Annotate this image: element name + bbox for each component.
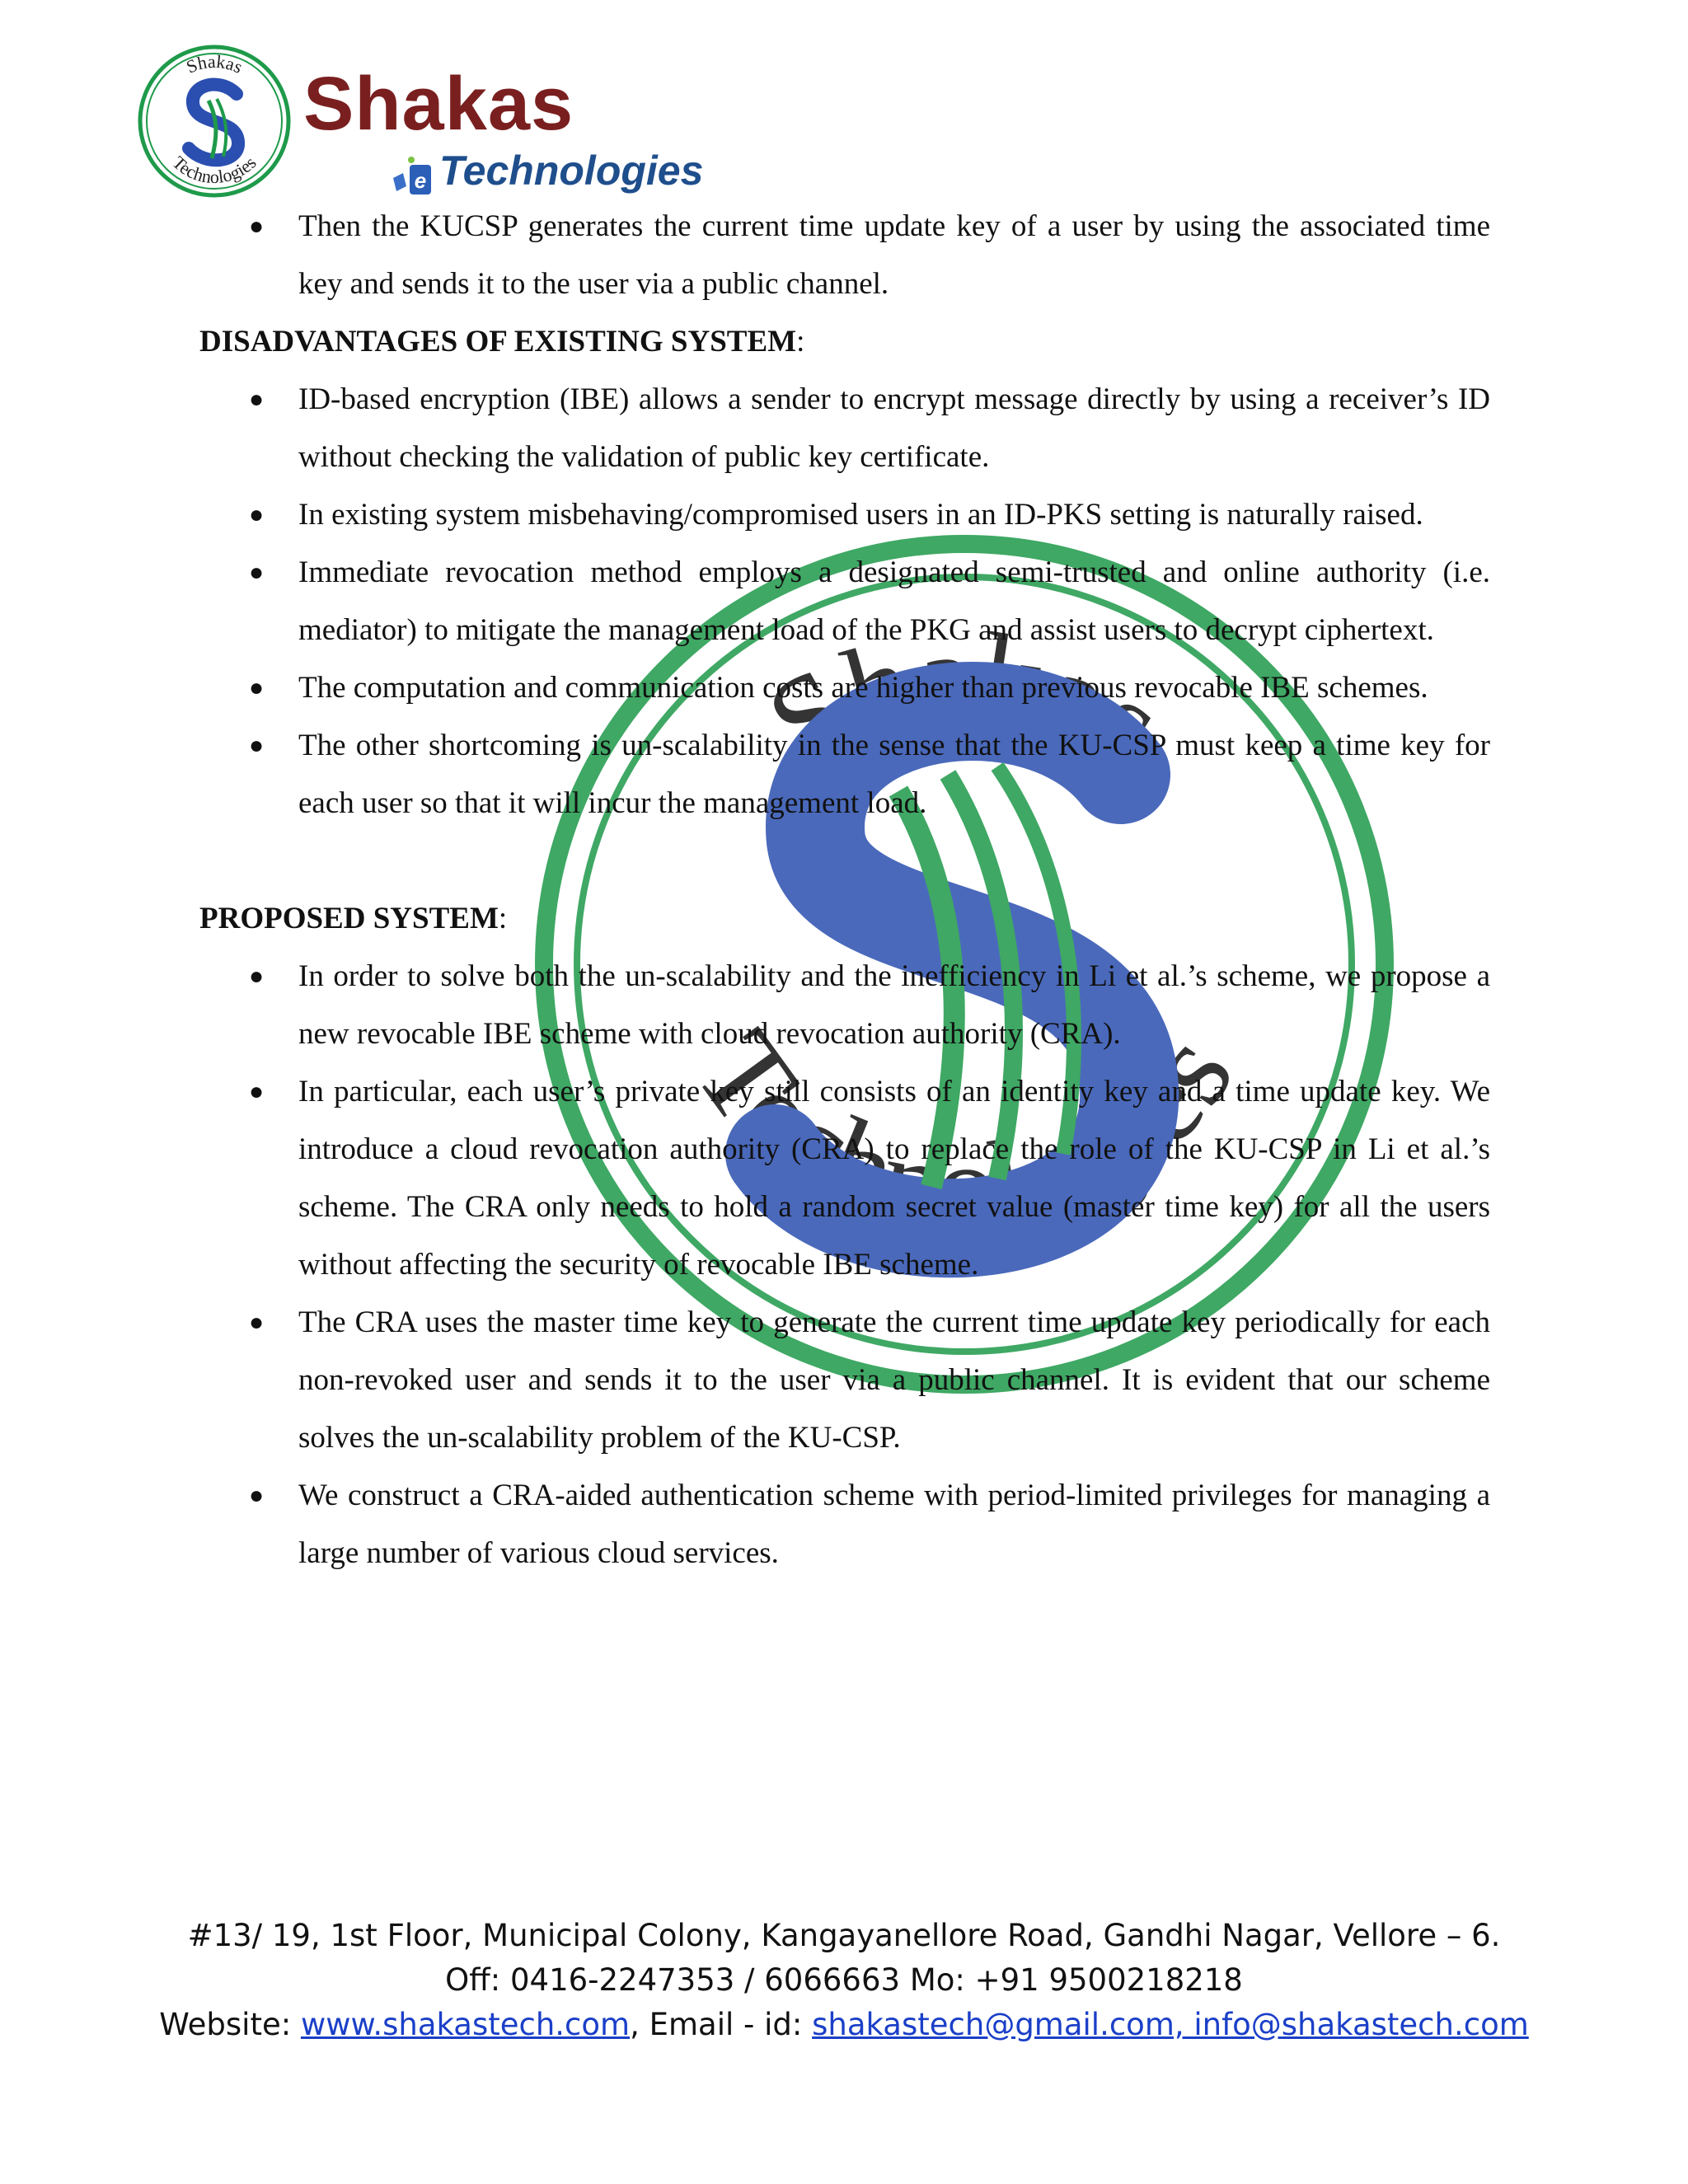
document-body xyxy=(199,198,1490,1582)
bullet-text: ID-based encryption (IBE) allows a sender to encrypt message directly by using a receiver’s ID without checking the validation of public key certificate. xyxy=(298,382,1490,474)
svg-text:Shakas xyxy=(183,51,246,77)
bullet-icon: ● xyxy=(249,386,265,413)
brand-name: Shakas xyxy=(303,62,574,146)
website-label: Website: xyxy=(159,2007,301,2042)
bullet-icon: ● xyxy=(249,1309,265,1336)
section-spacer xyxy=(199,832,1490,890)
header-logo xyxy=(136,43,704,201)
bullet-text: We construct a CRA-aided authentication scheme with period-limited privileges for managing a large number of various cloud services. xyxy=(298,1479,1490,1570)
list-item xyxy=(199,198,1490,313)
watermark-bottom-text: Technologies xyxy=(668,1007,1259,1256)
disadvantages-list xyxy=(199,371,1490,832)
intro-bullet-list xyxy=(199,198,1490,313)
list-item xyxy=(199,486,1490,544)
list-item xyxy=(199,1063,1490,1294)
list-item xyxy=(199,948,1490,1063)
heading-text: DISADVANTAGES OF EXISTING SYSTEM xyxy=(199,325,797,359)
bullet-icon: ● xyxy=(249,1078,265,1105)
list-item xyxy=(199,1294,1490,1467)
list-item xyxy=(199,717,1490,832)
list-item xyxy=(199,544,1490,659)
watermark-top-text: Shakas xyxy=(745,606,1186,794)
bullet-text: The computation and communication costs are higher than previous revocable IBE schemes. xyxy=(298,671,1428,705)
bullet-text: The CRA uses the master time key to generate the current time update key periodically for each non-revoked user and sends it to the user via a public channel. It is evident that our scheme solves the un-scalability problem of the KU-CSP. xyxy=(298,1305,1490,1455)
bullet-icon: ● xyxy=(249,1482,265,1509)
list-item xyxy=(199,659,1490,717)
svg-text:e: e xyxy=(414,168,427,193)
bullet-icon: ● xyxy=(249,501,265,528)
bullet-icon: ● xyxy=(249,213,265,240)
footer-phone: Off: 0416-2247353 / 6066663 Mo: +91 9500218218 xyxy=(445,1962,1243,1998)
email-link[interactable]: shakastech@gmail.com, info@shakastech.com xyxy=(812,2007,1529,2042)
bullet-text: In particular, each user’s private key still consists of an identity key and a time update key. We introduce a cloud revocation authority (CRA) to replace the role of the KU-CSP in Li et al.’s scheme. The CRA only needs to hold a random secret value (master time key) for all the users without affecting the security of revocable IBE scheme. xyxy=(298,1075,1490,1282)
proposed-heading xyxy=(199,890,1490,948)
seal-bottom-text: Technologies xyxy=(168,152,260,188)
email-label: , Email - id: xyxy=(630,2007,813,2042)
list-item xyxy=(199,1467,1490,1582)
footer-contact xyxy=(0,2003,1688,2047)
brand-subtitle: Technologies xyxy=(439,148,704,194)
disadvantages-heading xyxy=(199,313,1490,371)
bullet-text: The other shortcoming is un-scalability in the sense that the KU-CSP must keep a time key for each user so that it will incur the management load. xyxy=(298,729,1490,820)
bullet-text: In order to solve both the un-scalability and the inefficiency in Li et al.’s scheme, we propose a new revocable IBE scheme with cloud revocation authority (CRA). xyxy=(298,959,1490,1051)
heading-colon: : xyxy=(796,325,805,359)
bullet-text: In existing system misbehaving/compromised users in an ID-PKS setting is naturally raised. xyxy=(298,498,1423,532)
bullet-icon: ● xyxy=(249,963,265,990)
bullet-text: Then the KUCSP generates the current time update key of a user by using the associated time key and sends it to the user via a public channel. xyxy=(298,209,1490,301)
website-link[interactable]: www.shakastech.com xyxy=(300,2007,631,2042)
bullet-text: Immediate revocation method employs a designated semi-trusted and online authority (i.e. mediator) to mitigate the management load of the PKG and assist users to decrypt ciphertext. xyxy=(298,555,1490,647)
heading-text: PROPOSED SYSTEM xyxy=(199,902,499,935)
seal-top-text: Shakas xyxy=(183,50,246,77)
e-technologies-icon xyxy=(390,153,434,198)
list-item xyxy=(199,371,1490,486)
footer-address: #13/ 19, 1st Floor, Municipal Colony, Kangayanellore Road, Gandhi Nagar, Vellore – 6. xyxy=(187,1918,1501,1953)
bullet-icon: ● xyxy=(249,559,265,586)
page-footer xyxy=(0,1914,1688,2047)
seal-logo-icon xyxy=(136,43,293,199)
proposed-list xyxy=(199,948,1490,1582)
heading-colon: : xyxy=(498,902,508,935)
brand-wordmark xyxy=(303,62,704,201)
bullet-icon: ● xyxy=(249,674,265,701)
bullet-icon: ● xyxy=(249,732,265,759)
